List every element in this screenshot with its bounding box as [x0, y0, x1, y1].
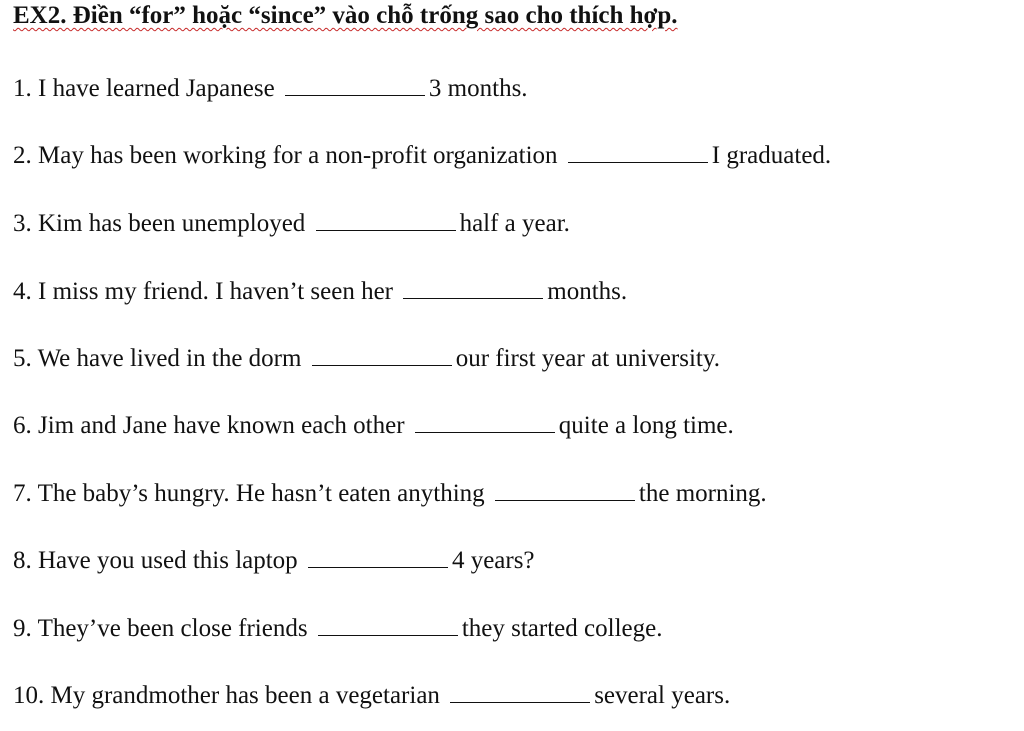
answer-blank[interactable]	[308, 547, 448, 568]
exercise-item-10	[13, 681, 730, 711]
item-number: 4.	[13, 278, 32, 305]
exercise-item-4	[13, 277, 627, 307]
item-number: 1.	[13, 75, 32, 102]
exercise-item-7	[13, 479, 767, 509]
item-text-after: months.	[547, 278, 628, 305]
exercise-item-6	[13, 411, 734, 441]
answer-blank[interactable]	[415, 412, 555, 433]
item-text-before: The baby’s hungry. He hasn’t eaten anything	[37, 480, 485, 507]
item-text-before: We have lived in the dorm	[37, 345, 302, 372]
answer-blank[interactable]	[495, 480, 635, 501]
item-number: 2.	[13, 142, 32, 169]
item-text-after: 3 months.	[428, 75, 528, 102]
item-text-after: the morning.	[638, 480, 767, 507]
item-number: 7.	[13, 480, 32, 507]
item-number: 6.	[13, 412, 32, 439]
item-text-after: quite a long time.	[558, 412, 734, 439]
item-text-before: Kim has been unemployed	[38, 210, 306, 237]
item-text-after: 4 years?	[451, 547, 535, 574]
item-number: 9.	[13, 615, 32, 642]
item-text-after: half a year.	[459, 210, 570, 237]
answer-blank[interactable]	[403, 278, 543, 299]
answer-blank[interactable]	[450, 682, 590, 703]
item-number: 3.	[13, 210, 32, 237]
exercise-item-3	[13, 209, 570, 239]
item-number: 5.	[13, 345, 32, 372]
item-number: 10.	[13, 682, 45, 709]
exercise-item-2	[13, 141, 831, 171]
item-text-after: several years.	[594, 682, 731, 709]
item-text-after: our first year at university.	[455, 345, 720, 372]
item-text-before: My grandmother has been a vegetarian	[50, 682, 440, 709]
answer-blank[interactable]	[568, 142, 708, 163]
item-text-after: they started college.	[461, 615, 663, 642]
answer-blank[interactable]	[316, 210, 456, 231]
item-text-before: I have learned Japanese	[38, 75, 275, 102]
item-text-before: Jim and Jane have known each other	[38, 412, 405, 439]
exercise-item-5	[13, 344, 720, 374]
item-text-before: Have you used this laptop	[38, 547, 298, 574]
item-text-before: May has been working for a non-profit organization	[38, 142, 558, 169]
item-number: 8.	[13, 547, 32, 574]
answer-blank[interactable]	[285, 75, 425, 96]
exercise-item-9	[13, 614, 662, 644]
item-text-before: They’ve been close friends	[37, 615, 308, 642]
exercise-item-8	[13, 546, 535, 576]
answer-blank[interactable]	[318, 615, 458, 636]
exercise-item-1	[13, 74, 528, 104]
exercise-title: EX2. Điền “for” hoặc “since” vào chỗ trống sao cho thích hợp.	[13, 2, 678, 29]
item-text-before: I miss my friend. I haven’t seen her	[38, 278, 393, 305]
item-text-after: I graduated.	[711, 142, 832, 169]
answer-blank[interactable]	[312, 345, 452, 366]
